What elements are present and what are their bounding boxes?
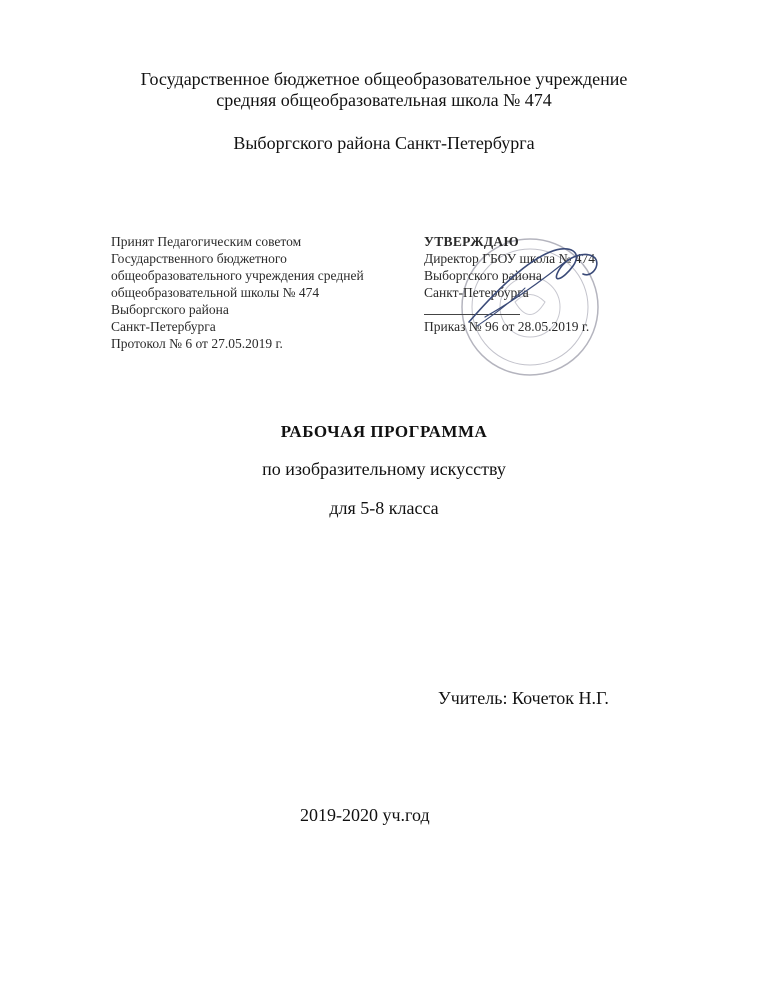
approved-line-1: Директор ГБОУ школа № 474 [424, 251, 595, 266]
approved-order: Приказ № 96 от 28.05.2019 г. [424, 319, 590, 334]
program-subject: по изобразительному искусству [262, 459, 506, 479]
adopted-line-6: Санкт-Петербурга [111, 319, 216, 334]
adopted-line-4: общеобразовательной школы № 474 [111, 285, 320, 300]
header-line-1: Государственное бюджетное общеобразовательное учреждение [140, 69, 628, 89]
approved-line-3: Санкт-Петербурга [424, 285, 529, 300]
header-line-3: Выборгского района Санкт-Петербурга [233, 133, 535, 153]
adopted-line-7: Протокол № 6 от 27.05.2019 г. [111, 336, 283, 351]
teacher-name: Учитель: Кочеток Н.Г. [438, 688, 609, 708]
program-title: РАБОЧАЯ ПРОГРАММА [280, 422, 488, 441]
director-signature-icon [455, 222, 625, 332]
adopted-line-5: Выборгского района [111, 302, 229, 317]
adopted-line-1: Принят Педагогическим советом [111, 234, 302, 249]
program-grades: для 5-8 класса [329, 498, 439, 518]
approved-line-2: Выборгского района [424, 268, 542, 283]
header-line-2: средняя общеобразовательная школа № 474 [216, 90, 552, 110]
adopted-line-3: общеобразовательного учреждения средней [111, 268, 364, 283]
academic-year: 2019-2020 уч.год [300, 805, 430, 825]
adopted-block [111, 233, 364, 352]
approved-heading: УТВЕРЖДАЮ [424, 234, 519, 249]
adopted-line-2: Государственного бюджетного [111, 251, 287, 266]
